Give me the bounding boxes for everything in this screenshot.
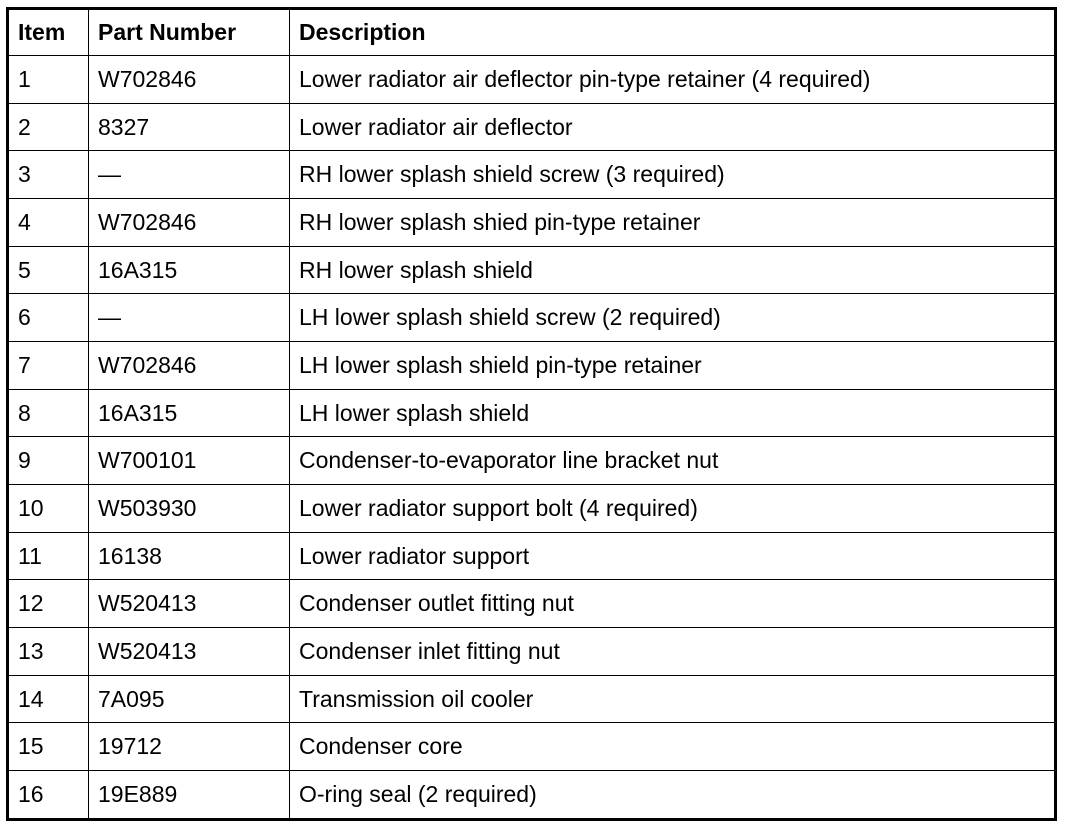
table-row	[8, 342, 1056, 390]
cell-description: Lower radiator air deflector pin-type retainer (4 required)	[290, 56, 1056, 104]
table-row	[8, 723, 1056, 771]
cell-item: 13	[8, 628, 89, 676]
cell-item: 15	[8, 723, 89, 771]
cell-description: Condenser inlet fitting nut	[290, 628, 1056, 676]
table-row	[8, 675, 1056, 723]
cell-part-number: W503930	[89, 485, 290, 533]
cell-part-number: W700101	[89, 437, 290, 485]
table-row	[8, 294, 1056, 342]
cell-item: 7	[8, 342, 89, 390]
cell-part-number: 8327	[89, 103, 290, 151]
table-row	[8, 389, 1056, 437]
cell-description: RH lower splash shield screw (3 required)	[290, 151, 1056, 199]
cell-description: LH lower splash shield pin-type retainer	[290, 342, 1056, 390]
cell-description: Transmission oil cooler	[290, 675, 1056, 723]
cell-part-number: W702846	[89, 199, 290, 247]
cell-item: 9	[8, 437, 89, 485]
cell-item: 8	[8, 389, 89, 437]
cell-description: Lower radiator air deflector	[290, 103, 1056, 151]
cell-description: Condenser outlet fitting nut	[290, 580, 1056, 628]
parts-table	[6, 7, 1057, 821]
table-row	[8, 437, 1056, 485]
table-row	[8, 246, 1056, 294]
cell-description: LH lower splash shield screw (2 required)	[290, 294, 1056, 342]
header-item: Item	[8, 9, 89, 56]
table-row	[8, 628, 1056, 676]
cell-description: Lower radiator support bolt (4 required)	[290, 485, 1056, 533]
cell-part-number: 16A315	[89, 389, 290, 437]
cell-item: 6	[8, 294, 89, 342]
cell-description: Condenser-to-evaporator line bracket nut	[290, 437, 1056, 485]
cell-description: RH lower splash shield	[290, 246, 1056, 294]
cell-part-number: 16138	[89, 532, 290, 580]
cell-description: Lower radiator support	[290, 532, 1056, 580]
table-row	[8, 56, 1056, 104]
cell-part-number: W702846	[89, 342, 290, 390]
cell-part-number: W520413	[89, 628, 290, 676]
cell-part-number: 7A095	[89, 675, 290, 723]
cell-item: 1	[8, 56, 89, 104]
table-row	[8, 485, 1056, 533]
cell-part-number: 16A315	[89, 246, 290, 294]
header-part-number: Part Number	[89, 9, 290, 56]
cell-item: 3	[8, 151, 89, 199]
table-row	[8, 580, 1056, 628]
cell-item: 5	[8, 246, 89, 294]
cell-part-number: —	[89, 151, 290, 199]
cell-part-number: W702846	[89, 56, 290, 104]
table-row	[8, 151, 1056, 199]
cell-item: 16	[8, 771, 89, 820]
table-row	[8, 103, 1056, 151]
cell-item: 4	[8, 199, 89, 247]
cell-item: 2	[8, 103, 89, 151]
cell-part-number: 19712	[89, 723, 290, 771]
cell-item: 10	[8, 485, 89, 533]
cell-description: O-ring seal (2 required)	[290, 771, 1056, 820]
table-row	[8, 532, 1056, 580]
cell-part-number: —	[89, 294, 290, 342]
cell-part-number: 19E889	[89, 771, 290, 820]
header-description: Description	[290, 9, 1056, 56]
cell-description: LH lower splash shield	[290, 389, 1056, 437]
cell-item: 11	[8, 532, 89, 580]
cell-item: 14	[8, 675, 89, 723]
cell-part-number: W520413	[89, 580, 290, 628]
table-header-row	[8, 9, 1056, 56]
cell-item: 12	[8, 580, 89, 628]
cell-description: Condenser core	[290, 723, 1056, 771]
table-row	[8, 199, 1056, 247]
table-body	[8, 56, 1056, 820]
cell-description: RH lower splash shied pin-type retainer	[290, 199, 1056, 247]
table-row	[8, 771, 1056, 820]
